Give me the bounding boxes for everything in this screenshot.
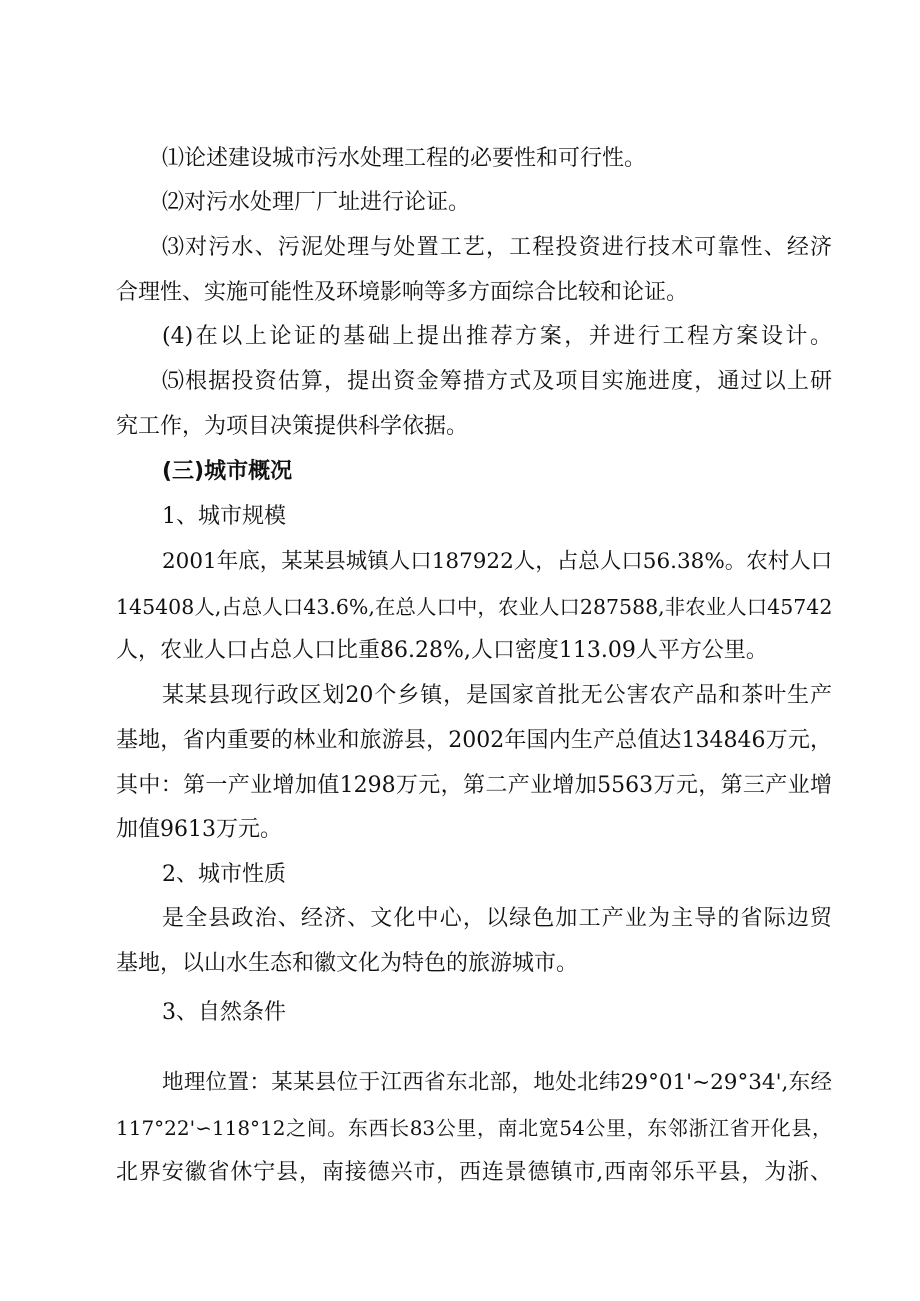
paragraph-item-3-line-1: ⑶对污水、污泥处理与处置工艺，工程投资进行技术可靠性、经济 bbox=[162, 235, 832, 260]
subheading-city-nature: 2、城市性质 bbox=[162, 862, 286, 887]
paragraph-location-line-2: 117°22'∽118°12之间。东西长83公里，南北宽54公里，东邻浙江省开化县， bbox=[116, 1116, 832, 1140]
section-heading-city-overview: (三)城市概况 bbox=[162, 459, 293, 484]
paragraph-economy-line-1: 某某县现行政区划20个乡镇，是国家首批无公害农产品和茶叶生产 bbox=[162, 683, 832, 708]
paragraph-population-line-3: 人，农业人口占总人口比重86.28%,人口密度113.09人平方公里。 bbox=[116, 638, 768, 663]
subheading-natural-conditions: 3、自然条件 bbox=[162, 1000, 286, 1025]
subheading-city-scale: 1、城市规模 bbox=[162, 504, 286, 529]
paragraph-item-5-line-1: ⑸根据投资估算，提出资金筹措方式及项目实施进度，通过以上研 bbox=[162, 369, 832, 394]
paragraph-item-4: (4)在以上论证的基础上提出推荐方案，并进行工程方案设计。 bbox=[162, 324, 832, 349]
paragraph-economy-line-3: 其中：第一产业增加值1298万元，第二产业增加5563万元，第三产业增 bbox=[116, 773, 832, 798]
paragraph-nature-line-2: 基地，以山水生态和徽文化为特色的旅游城市。 bbox=[116, 951, 579, 976]
paragraph-location-line-1: 地理位置：某某县位于江西省东北部，地处北纬29°01'~29°34',东经 bbox=[162, 1070, 832, 1095]
paragraph-population-line-1: 2001年底，某某县城镇人口187922人，占总人口56.38%。农村人口 bbox=[162, 549, 832, 574]
paragraph-economy-line-2: 基地，省内重要的林业和旅游县，2002年国内生产总值达134846万元， bbox=[116, 728, 832, 753]
paragraph-item-3-line-2: 合理性、实施可能性及环境影响等多方面综合比较和论证。 bbox=[116, 280, 689, 305]
paragraph-item-2: ⑵对污水处理厂厂址进行论证。 bbox=[162, 190, 471, 215]
paragraph-population-line-2: 145408人,占总人口43.6%,在总人口中，农业人口287588,非农业人口45742 bbox=[116, 595, 832, 619]
paragraph-item-1: ⑴论述建设城市污水处理工程的必要性和可行性。 bbox=[162, 146, 647, 171]
paragraph-economy-line-4: 加值9613万元。 bbox=[116, 817, 282, 842]
paragraph-nature-line-1: 是全县政治、经济、文化中心，以绿色加工产业为主导的省际边贸 bbox=[162, 906, 832, 931]
paragraph-item-5-line-2: 究工作，为项目决策提供科学依据。 bbox=[116, 414, 469, 439]
paragraph-location-line-3: 北界安徽省休宁县，南接德兴市，西连景德镇市,西南邻乐平县，为浙、 bbox=[116, 1160, 832, 1185]
